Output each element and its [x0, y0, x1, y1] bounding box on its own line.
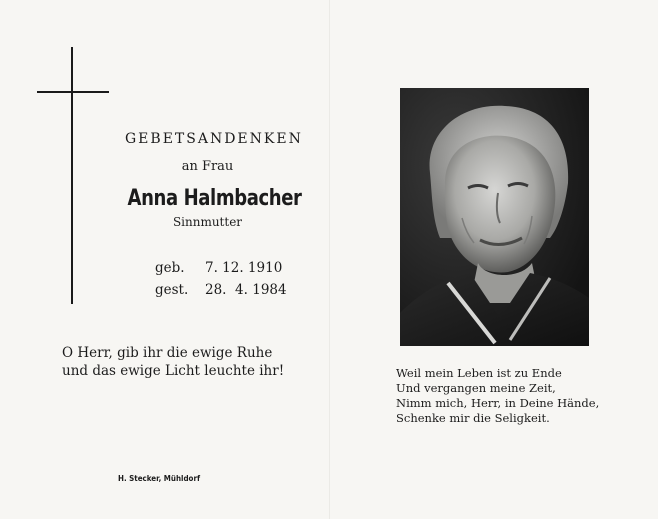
birth-label: geb. [155, 260, 185, 276]
poem-line: Und vergangen meine Zeit, [396, 381, 556, 395]
poem-line: Schenke mir die Seligkeit. [396, 411, 550, 425]
death-row [155, 279, 287, 301]
prayer-text [62, 344, 284, 380]
life-dates [155, 257, 287, 301]
poem-line: Nimm mich, Herr, in Deine Hände, [396, 396, 600, 410]
death-date: 28. 4. 1984 [205, 282, 287, 298]
name-prefix: an Frau [181, 159, 234, 174]
card-heading: GEBETSANDENKEN [125, 131, 303, 147]
poem-line: Weil mein Leben ist zu Ende [396, 366, 562, 380]
fold-line [329, 0, 330, 519]
portrait-illustration [400, 88, 589, 346]
birth-date: 7. 12. 1910 [205, 260, 283, 276]
portrait-photo [400, 88, 589, 346]
deceased-name: Anna Halmbacher [127, 186, 302, 211]
deceased-role: Sinnmutter [172, 215, 243, 229]
printer-credit: H. Stecker, Mühldorf [118, 474, 201, 483]
prayer-line: O Herr, gib ihr die ewige Ruhe [62, 345, 273, 361]
prayer-line: und das ewige Licht leuchte ihr! [62, 363, 285, 379]
birth-row [155, 257, 287, 279]
poem-text [396, 366, 599, 426]
death-label: gest. [155, 282, 189, 298]
